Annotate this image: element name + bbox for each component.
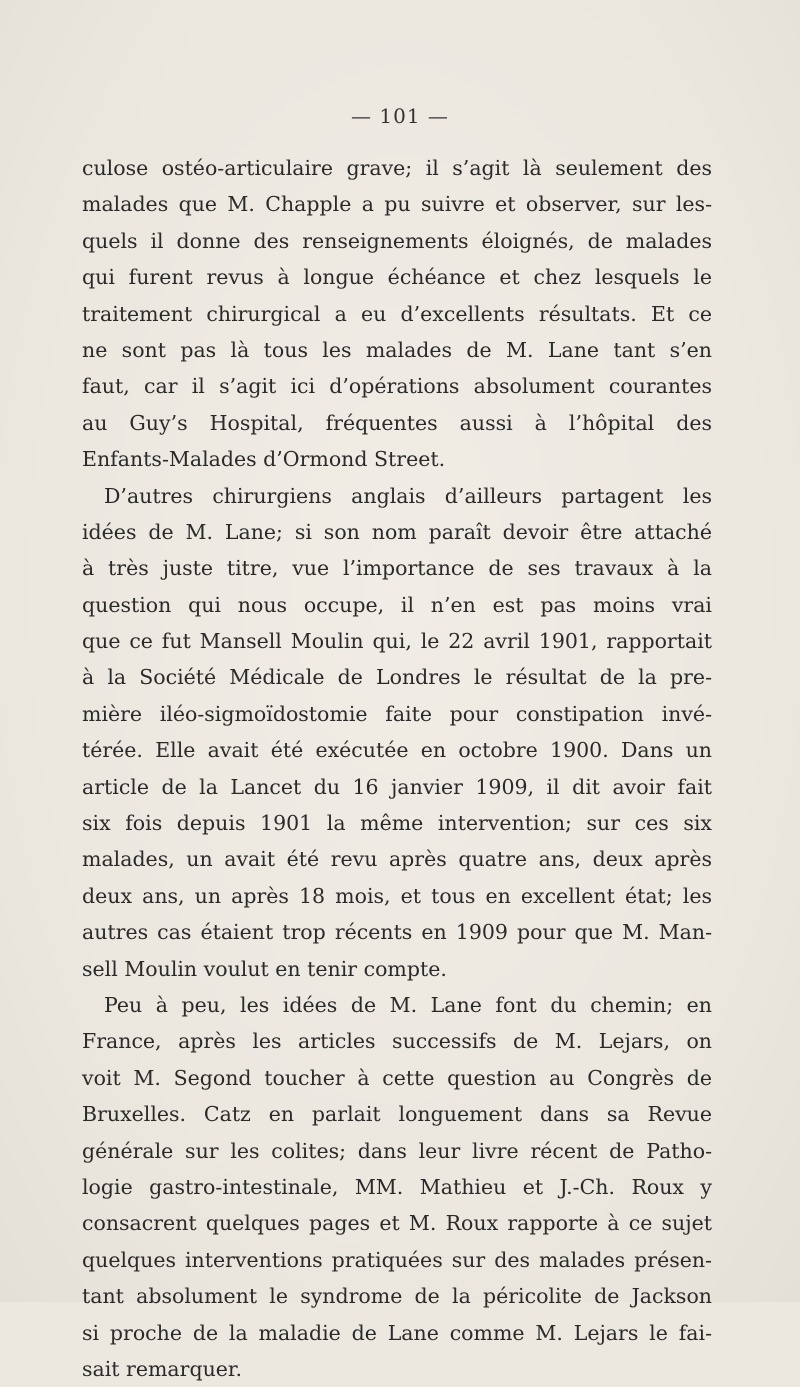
text-line: à la Société Médicale de Londres le résultat de la pre- [82,665,712,690]
text-line: idées de M. Lane; si son nom paraît devoir être attaché [82,519,712,544]
page-number: — 101 — [351,104,449,128]
body-text [82,150,712,1387]
text-line: générale sur les colites; dans leur livre récent de Patho- [82,1138,712,1163]
text-line: Enfants-Malades d’Ormond Street. [82,447,446,472]
text-line: six fois depuis 1901 la même intervention; sur ces six [82,811,712,836]
paragraph [82,150,712,478]
text-line: traitement chirurgical a eu d’excellents résultats. Et ce [82,301,712,326]
text-line: malades que M. Chapple a pu suivre et observer, sur les- [82,192,712,217]
text-line: faut, car il s’agit ici d’opérations absolument courantes [82,374,712,399]
text-line: quels il donne des renseignements éloignés, de malades [82,228,712,253]
text-line: mière iléo-sigmoïdostomie faite pour constipation invé- [82,701,712,726]
paragraph [82,987,712,1387]
text-line: au Guy’s Hospital, fréquentes aussi à l’hôpital des [82,410,712,435]
text-line: malades, un avait été revu après quatre ans, deux après [82,847,712,872]
text-line: Bruxelles. Catz en parlait longuement dans sa Revue [82,1102,712,1127]
text-line: autres cas étaient trop récents en 1909 pour que M. Man- [82,920,712,945]
text-line: logie gastro-intestinale, MM. Mathieu et J.-Ch. Roux y [82,1174,712,1199]
text-line: tant absolument le syndrome de la péricolite de Jackson [82,1284,712,1309]
text-line: deux ans, un après 18 mois, et tous en excellent état; les [82,883,712,908]
text-line: culose ostéo-articulaire grave; il s’agit là seulement des [82,156,712,180]
text-line: que ce fut Mansell Moulin qui, le 22 avril 1901, rapportait [82,629,712,654]
text-line: si proche de la maladie de Lane comme M. Lejars le fai- [82,1320,712,1345]
text-line: quelques interventions pratiquées sur des malades présen- [82,1247,712,1272]
text-line: voit M. Segond toucher à cette question au Congrès de [82,1065,712,1090]
text-line: à très juste titre, vue l’importance de ses travaux à la [82,556,712,581]
text-line: consacrent quelques pages et M. Roux rapporte à ce sujet [82,1211,712,1236]
text-line: D’autres chirurgiens anglais d’ailleurs partagent les [104,483,712,508]
paragraph [82,478,712,987]
text-line: article de la Lancet du 16 janvier 1909, il dit avoir fait [82,774,712,799]
text-line: térée. Elle avait été exécutée en octobre 1900. Dans un [82,738,712,763]
text-line: Peu à peu, les idées de M. Lane font du chemin; en [104,992,712,1017]
text-line: qui furent revus à longue échéance et chez lesquels le [82,265,712,290]
text-line: question qui nous occupe, il n’en est pas moins vrai [82,592,712,617]
text-line: sell Moulin voulut en tenir compte. [82,956,447,981]
text-line: sait remarquer. [82,1356,242,1381]
text-line: France, après les articles successifs de M. Lejars, on [82,1029,712,1054]
text-line: ne sont pas là tous les malades de M. Lane tant s’en [82,337,712,362]
